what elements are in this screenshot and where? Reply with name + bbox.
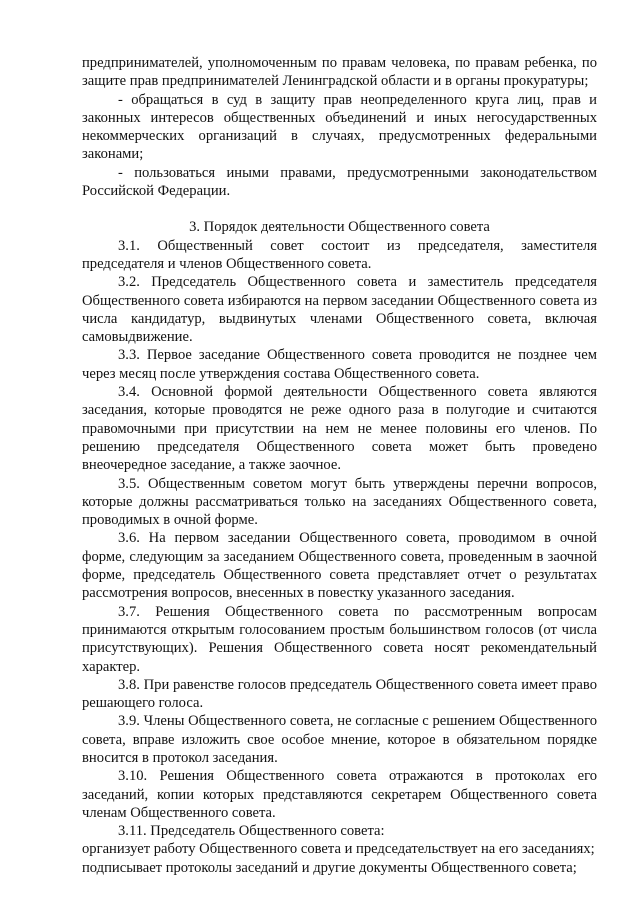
paragraph: организует работу Общественного совета и председательствует на его заседаниях; <box>82 841 595 858</box>
paragraph: 3.5. Общественным советом могут быть утверждены перечни вопросов, которые должны рассматриваться только на заседаниях Общественного совета, проводимых в очной форме. <box>82 475 597 529</box>
paragraph: подписывает протоколы заседаний и другие документы Общественного совета; <box>82 859 577 876</box>
paragraph: - обращаться в суд в защиту прав неопределенного круга лиц, прав и законных интересов общественных объединений и иных негосударственных некоммерческих организаций в случаях, предусмотренных федеральными законами; <box>82 91 597 163</box>
paragraph: - пользоваться иными правами, предусмотренными законодательством Российской Федерации. <box>82 164 597 200</box>
paragraph: 3.9. Члены Общественного совета, не согласные с решением Общественного совета, вправе изложить свое особое мнение, которое в обязательном порядке вносится в протокол заседания. <box>82 713 597 766</box>
paragraph: 3.6. На первом заседании Общественного совета, проводимом в очной форме, следующим за заседанием Общественного совета, проведенным в заочной форме, председатель Общественного совета представляет отчет о результатах рассмотрения вопросов, внесенных в повестку указанного заседания. <box>82 530 597 602</box>
paragraph: 3.1. Общественный совет состоит из председателя, заместителя председателя и членов Общественного совета. <box>82 237 597 272</box>
paragraph: 3.8. При равенстве голосов председатель Общественного совета имеет право решающего голоса. <box>82 676 597 712</box>
paragraph: 3.7. Решения Общественного совета по рассмотренным вопросам принимаются открытым голосованием простым большинством голосов (от числа присутствующих). Решения Общественного совета носят рекомендательный характер. <box>82 603 597 675</box>
paragraph: 3.10. Решения Общественного совета отражаются в протоколах его заседаний, копии которых представляются секретарем Общественного совета членам Общественного совета. <box>82 768 597 821</box>
section-heading: 3. Порядок деятельности Общественного совета <box>189 219 490 236</box>
paragraph: 3.11. Председатель Общественного совета: <box>118 823 385 840</box>
paragraph: 3.4. Основной формой деятельности Общественного совета являются заседания, которые проводятся не реже одного раза в полугодие и считаются правомочными при присутствии на нем не менее половины его членов. По решению председателя Общественного совета может быть проведено внеочередное заседание, а также заочное. <box>82 384 597 474</box>
paragraph: предпринимателей, уполномоченным по правам человека, по правам ребенка, по защите прав предпринимателей Ленинградской области и в органы прокуратуры; <box>82 55 597 90</box>
document-page <box>82 54 597 877</box>
paragraph: 3.2. Председатель Общественного совета и заместитель председателя Общественного совета избираются на первом заседании Общественного совета из числа кандидатур, выдвинутых членами Общественного совета, включая самовыдвижение. <box>82 274 597 346</box>
paragraph: 3.3. Первое заседание Общественного совета проводится не позднее чем через месяц после утверждения состава Общественного совета. <box>82 347 597 382</box>
